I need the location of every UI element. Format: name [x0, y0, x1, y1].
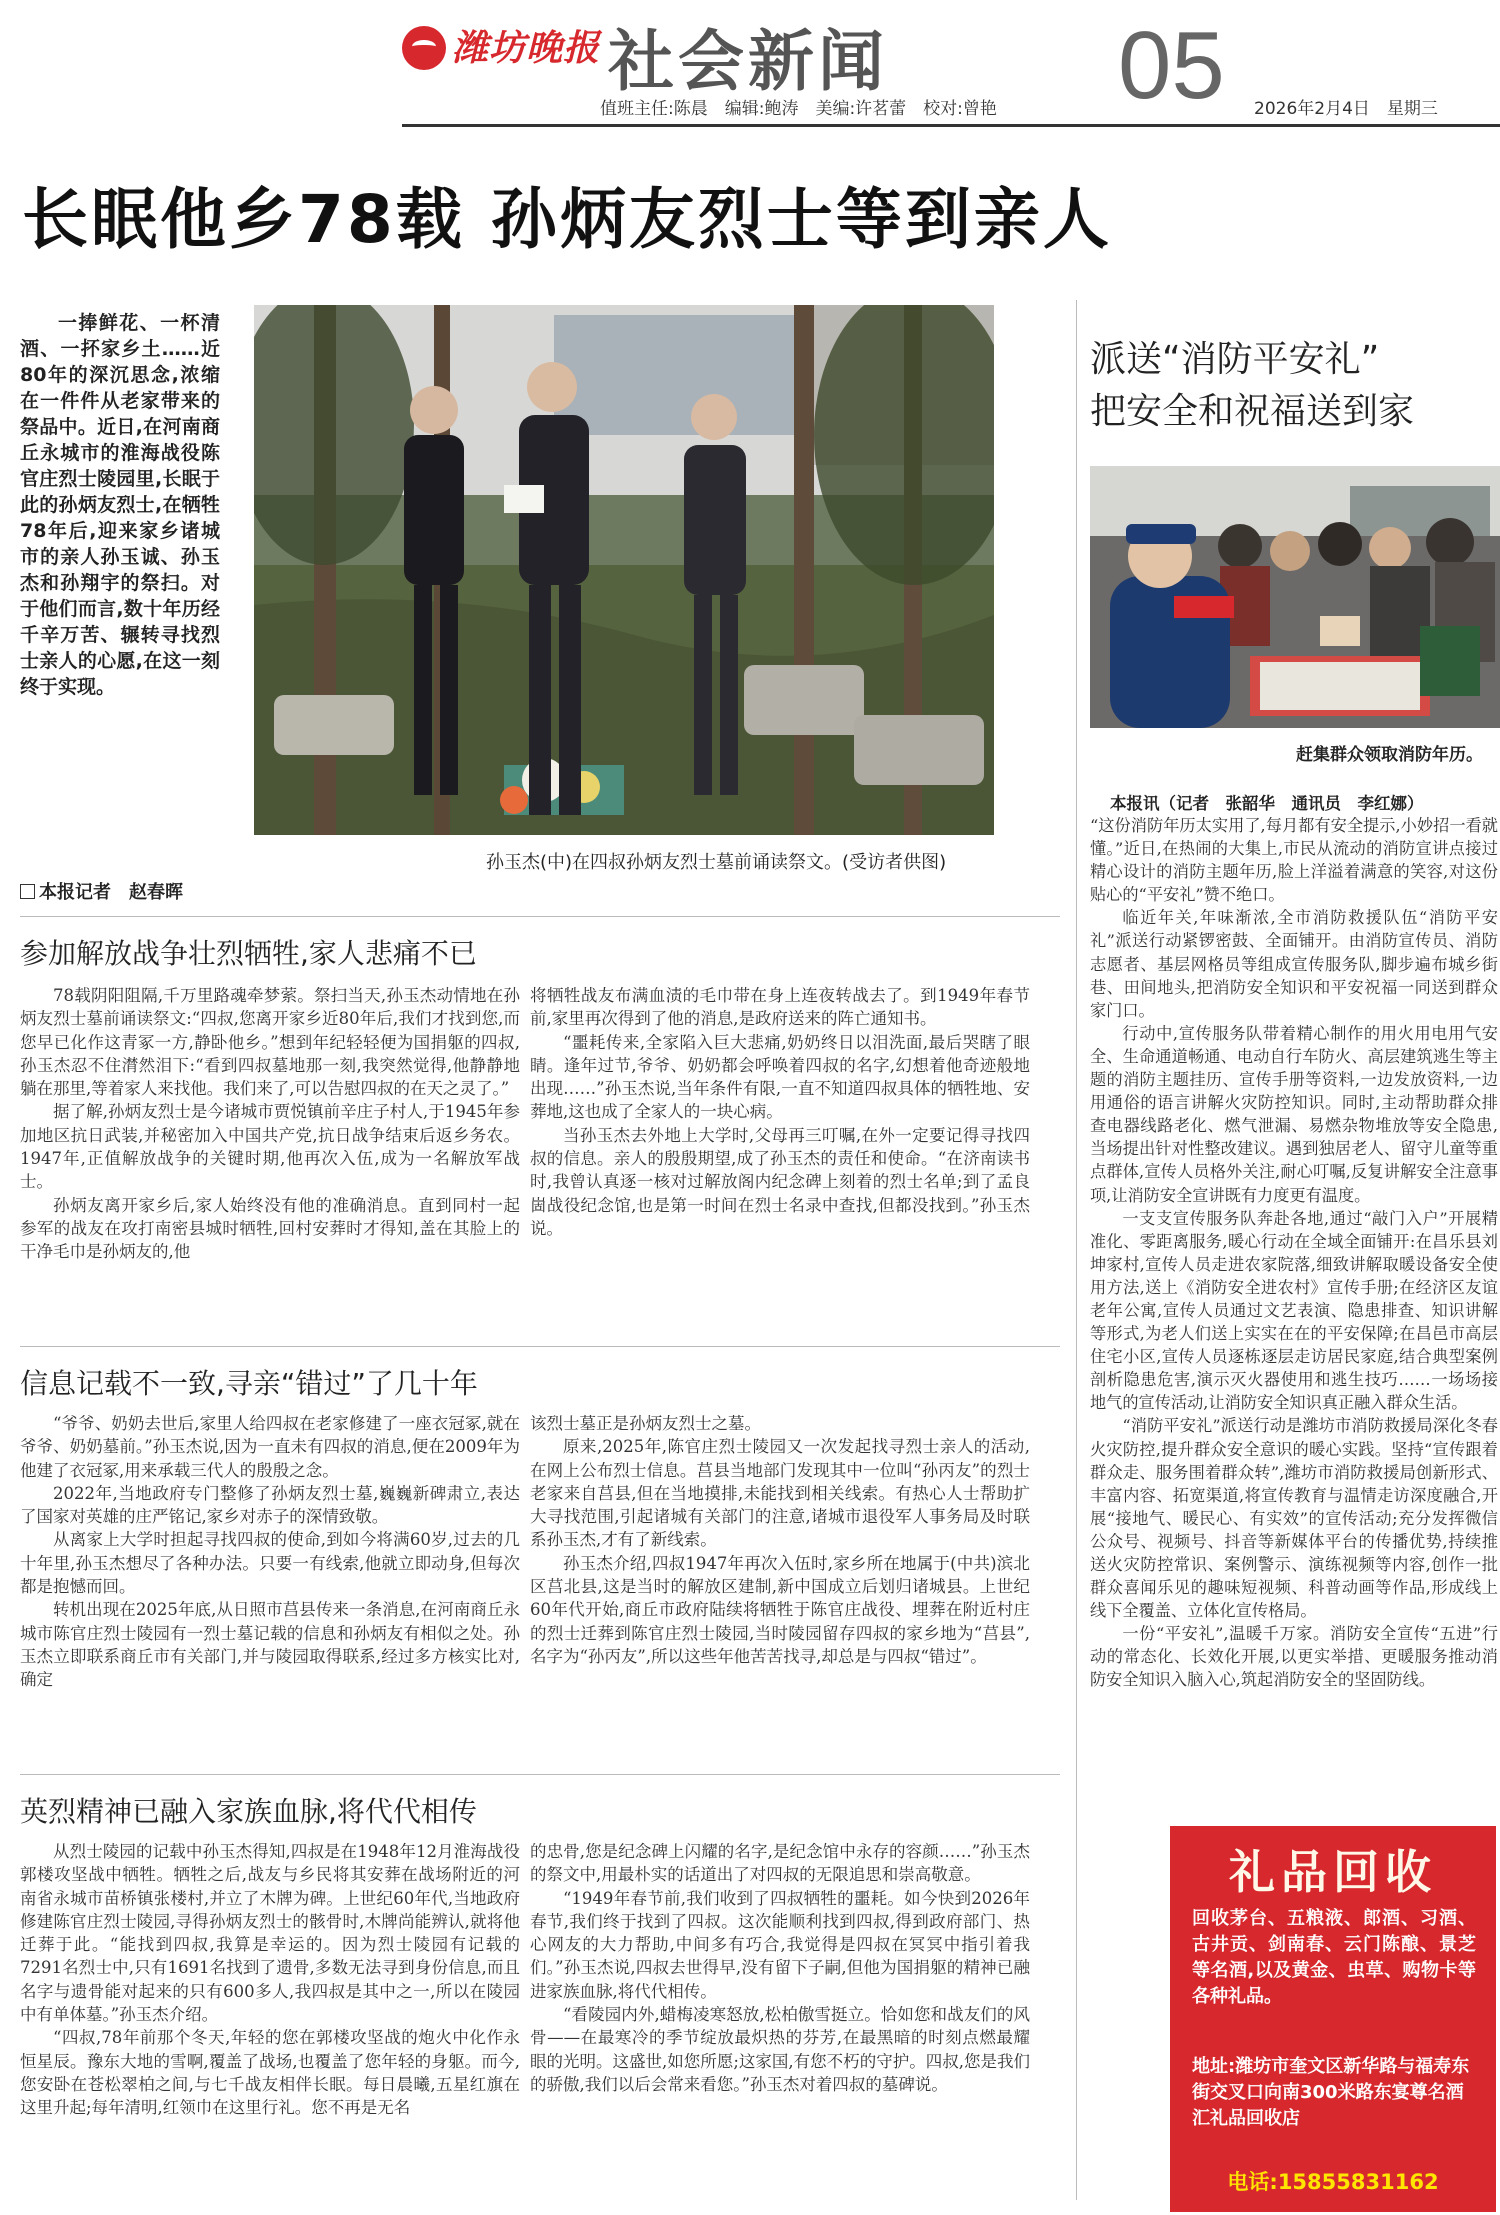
- page-number: 05: [1118, 12, 1225, 119]
- paragraph: 2022年,当地政府专门整修了孙炳友烈士墓,巍巍新碑肃立,表达了国家对英雄的庄严铭记,家乡对赤子的深情致敬。: [20, 1483, 520, 1527]
- lead-text: 一捧鲜花、一杯清酒、一抔家乡土……近80年的深沉思念,浓缩在一件件从老家带来的祭品中。近日,在河南商丘永城市的淮海战役陈官庄烈士陵园里,长眠于此的孙炳友烈士,在牺牲78年后,迎来家乡诸城市的亲人孙玉诚、孙玉杰和孙翔宇的祭扫。对于他们而言,数十年历经千辛万苦、辗转寻找烈士亲人的心愿,在这一刻终于实现。: [20, 312, 220, 698]
- ad-title: 礼品回收: [1229, 1845, 1437, 1899]
- section-1-column-2: [530, 984, 1030, 1240]
- section-3-column-1: [20, 1840, 520, 2120]
- section-1-column-1: [20, 984, 520, 1264]
- fire-safety-photo-illustration: [1090, 466, 1500, 728]
- paragraph: 孙玉杰介绍,四叔1947年再次入伍时,家乡所在地属于(中共)滨北区莒北县,这是当时的解放区建制,新中国成立后划归诸城县。上世纪60年代开始,商丘市政府陆续将牺牲于陈官庄战役、埋葬在附近村庄的烈士迁葬到陈官庄烈士陵园,当时陵园留存四叔的家乡地为“莒县”,名字为“孙丙友”,所以这些年他苦苦找寻,却总是与四叔“错过”。: [530, 1553, 1030, 1666]
- paragraph: 孙炳友离开家乡后,家人始终没有他的准确消息。直到同村一起参军的战友在攻打南密县城时牺牲,回村安葬时才得知,盖在其脸上的干净毛巾是孙炳友的,他: [20, 1195, 520, 1262]
- ad-address: 地址:潍坊市奎文区新华路与福寿东街交叉口向南300米路东宴尊名酒汇礼品回收店: [1192, 2056, 1470, 2129]
- byline-text: 本报记者 赵春晖: [39, 882, 183, 903]
- section-divider: [20, 1346, 1060, 1347]
- paragraph: 从离家上大学时担起寻找四叔的使命,到如今将满60岁,过去的几十年里,孙玉杰想尽了各种办法。只要一有线索,他就立即动身,但每次都是抱憾而回。: [20, 1530, 520, 1597]
- paragraph: 转机出现在2025年底,从日照市莒县传来一条消息,在河南商丘永城市陈官庄烈士陵园有一烈士墓记载的信息和孙炳友有相似之处。孙玉杰立即联系商丘市有关部门,并与陵园取得联系,经过多方核实比对,确定: [20, 1600, 520, 1690]
- section-3-column-2: [530, 1840, 1030, 2096]
- staff-line: 值班主任:陈晨 编辑:鲍涛 美编:许茗蕾 校对:曾艳: [600, 99, 997, 119]
- ad-phone: 电话:15855831162: [1227, 2170, 1439, 2194]
- sidebar-headline-line-2: 把安全和祝福送到家: [1090, 391, 1415, 432]
- paragraph: 的忠骨,您是纪念碑上闪耀的名字,是纪念馆中永存的容颜……”孙玉杰的祭文中,用最朴实的话道出了对四叔的无限追思和崇高敬意。: [530, 1842, 1030, 1885]
- paragraph: “消防平安礼”派送行动是潍坊市消防救援局深化冬春火灾防控,提升群众安全意识的暖心实践。坚持“宣传跟着群众走、服务围着群众转”,潍坊市消防救援局创新形式、丰富内容、拓宽渠道,将宣传教育与温情走访深度融合,开展“接地气、暖民心、有实效”的宣传活动;充分发挥微信公众号、视频号、抖音等新媒体平台的传播优势,持续推送火灾防控常识、案例警示、演练视频等内容,创作一批群众喜闻乐见的趣味短视频、科普动画等作品,形成线上线下全覆盖、立体化宣传格局。: [1090, 1416, 1498, 1621]
- paragraph: 据了解,孙炳友烈士是今诸城市贾悦镇前辛庄子村人,于1945年参加地区抗日武装,并秘密加入中国共产党,抗日战争结束后返乡务农。1947年,正值解放战争的关键时期,他再次入伍,成为一名解放军战士。: [20, 1102, 520, 1192]
- main-photo-caption: 孙玉杰(中)在四叔孙炳友烈士墓前诵读祭文。(受访者供图): [486, 852, 947, 873]
- paragraph: 临近年关,年味渐浓,全市消防救援队伍“消防平安礼”派送行动紧锣密鼓、全面铺开。由消防宣传员、消防志愿者、基层网格员等组成宣传服务队,脚步遍布城乡街巷、田间地头,把消防安全知识和平安祝福一同送到群众家门口。: [1090, 908, 1498, 1020]
- gift-recycling-ad: [1170, 1826, 1496, 2212]
- section-divider: [20, 1774, 1060, 1775]
- sidebar-headline-line-1: 派送“消防平安礼”: [1090, 339, 1380, 380]
- paragraph: 一支支宣传服务队奔赴各地,通过“敲门入户”开展精准化、零距离服务,暖心行动在全域全面铺开:在昌乐县刘坤家村,宣传人员走进农家院落,细致讲解取暖设备安全使用方法,送上《消防安全进农村》宣传手册;在经济区友谊老年公寓,宣传人员通过文艺表演、隐患排查、知识讲解等形式,为老人们送上实实在在的平安保障;在昌邑市高层住宅小区,宣传人员逐栋逐层走访居民家庭,结合典型案例剖析隐患危害,演示灭火器使用和逃生技巧……一场场接地气的宣传活动,让消防安全知识真正融入群众生活。: [1090, 1208, 1498, 1413]
- column-divider: [1076, 300, 1077, 2200]
- paragraph: 从烈士陵园的记载中孙玉杰得知,四叔是在1948年12月淮海战役郭楼攻坚战中牺牲。牺牲之后,战友与乡民将其安葬在战场附近的河南省永城市苗桥镇张楼村,并立了木牌为碑。上世纪60年代,当地政府修建陈官庄烈士陵园,寻得孙炳友烈士的骸骨时,木牌尚能辨认,就将他迁葬于此。“能找到四叔,我算是幸运的。因为烈士陵园有记载的7291名烈士中,只有1691名找到了遗骨,多数无法寻到身份信息,而且名字与遗骨能对起来的只有600多人,我四叔是其中之一,所以在陵园中有单体墓。”孙玉杰介绍。: [20, 1842, 520, 2025]
- date-line: 2026年2月4日 星期三: [1254, 99, 1438, 119]
- paragraph: 当孙玉杰去外地上大学时,父母再三叮嘱,在外一定要记得寻找四叔的信息。亲人的殷殷期望,成了孙玉杰的责任和使命。“在济南读书时,我曾认真逐一核对过解放阁内纪念碑上刻着的烈士名单;到了孟良崮战役纪念馆,也是第一时间在烈士名录中查找,但都没找到。”孙玉杰说。: [530, 1125, 1030, 1238]
- sidebar-photo-caption: 赶集群众领取消防年历。: [1296, 745, 1483, 765]
- sidebar-byline: 本报讯（记者 张韶华 通讯员 李红娜）: [1110, 794, 1424, 813]
- fire-safety-photo: [1090, 466, 1500, 728]
- paragraph: 该烈士墓正是孙炳友烈士之墓。: [530, 1414, 761, 1433]
- section-3-title: 英烈精神已融入家族血脉,将代代相传: [20, 1795, 477, 1828]
- section-2-column-1: [20, 1412, 520, 1692]
- paragraph: “爷爷、奶奶去世后,家里人给四叔在老家修建了一座衣冠冢,就在爷爷、奶奶墓前。”孙玉杰说,因为一直未有四叔的消息,便在2009年为他建了衣冠冢,用来承载三代人的殷殷之念。: [20, 1414, 520, 1480]
- sidebar-headline: [1090, 334, 1490, 438]
- section-name: 社会新闻: [608, 23, 888, 100]
- paragraph: “四叔,78年前那个冬天,年轻的您在郭楼攻坚战的炮火中化作永恒星辰。豫东大地的雪啊,覆盖了战场,也覆盖了您年轻的身躯。而今,您安卧在苍松翠柏之间,与七千战友相伴长眠。每日晨曦,五星红旗在这里升起;每年清明,红领巾在这里行礼。您不再是无名: [20, 2028, 520, 2118]
- paragraph: “1949年春节前,我们收到了四叔牺牲的噩耗。如今快到2026年春节,我们终于找到了四叔。这次能顺利找到四叔,得到政府部门、热心网友的大力帮助,中间多有巧合,我觉得是四叔在冥冥中指引着我们。”孙玉杰说,四叔去世得早,没有留下子嗣,但他为国捐躯的精神已融进家族血脉,将代代相传。: [530, 1888, 1030, 2001]
- lead-paragraph: [20, 310, 220, 700]
- section-divider: [20, 916, 1060, 917]
- cemetery-photo-illustration: [254, 305, 994, 835]
- sidebar-body: [1090, 814, 1498, 1692]
- paper-name: 潍坊晚报: [452, 28, 601, 69]
- main-headline: 长眠他乡78载 孙炳友烈士等到亲人: [22, 181, 1112, 258]
- byline-box-icon: [20, 884, 35, 899]
- cemetery-photo: [254, 305, 994, 835]
- paragraph: 行动中,宣传服务队带着精心制作的用火用电用气安全、生命通道畅通、电动自行车防火、高层建筑逃生等主题的消防主题挂历、宣传手册等资料,一边发放资料,一边用通俗的语言讲解火灾防控知识。同时,主动帮助群众排查电器线路老化、燃气泄漏、易燃杂物堆放等安全隐患,当场提出针对性整改建议。遇到独居老人、留守儿童等重点群体,宣传人员格外关注,耐心叮嘱,反复讲解安全注意事项,让消防安全宣讲既有力度更有温度。: [1090, 1023, 1498, 1205]
- paper-logo-icon: [402, 26, 446, 70]
- paragraph: “这份消防年历太实用了,每月都有安全提示,小妙招一看就懂。”近日,在热闹的大集上,市民从流动的消防宣讲点接过精心设计的消防主题年历,脸上洋溢着满意的笑容,对这份贴心的“平安礼”赞不绝口。: [1090, 816, 1498, 905]
- section-2-title: 信息记载不一致,寻亲“错过”了几十年: [20, 1367, 478, 1400]
- section-2-column-2: [530, 1412, 1030, 1668]
- paragraph: 一份“平安礼”,温暖千万家。消防安全宣传“五进”行动的常态化、长效化开展,以更实举措、更暖服务推动消防安全知识入脑入心,筑起消防安全的坚固防线。: [1090, 1624, 1498, 1690]
- paragraph: 原来,2025年,陈官庄烈士陵园又一次发起找寻烈士亲人的活动,在网上公布烈士信息。莒县当地部门发现其中一位叫“孙丙友”的烈士老家来自莒县,但在当地摸排,未能找到相关线索。有热心人士帮助扩大寻找范围,引起诸城有关部门的注意,诸城市退役军人事务局及时联系孙玉杰,才有了新线索。: [530, 1437, 1030, 1550]
- masthead-rule: [402, 124, 1500, 127]
- ad-body: 回收茅台、五粮液、郎酒、习酒、古井贡、剑南春、云门陈酿、景芝等名酒,以及黄金、虫草、购物卡等各种礼品。: [1192, 1908, 1476, 2007]
- paragraph: “看陵园内外,蜡梅凌寒怒放,松柏傲雪挺立。恰如您和战友们的风骨——在最寒冷的季节绽放最炽热的芬芳,在最黑暗的时刻点燃最耀眼的光明。这盛世,如您所愿;这家国,有您不朽的守护。四叔,您是我们的骄傲,我们以后会常来看您。”孙玉杰对着四叔的墓碑说。: [530, 2005, 1030, 2094]
- main-byline: [20, 878, 183, 904]
- paragraph: 将牺牲战友布满血渍的毛巾带在身上连夜转战去了。到1949年春节前,家里再次得到了他的消息,是政府送来的阵亡通知书。: [530, 986, 1030, 1029]
- paragraph: 78载阴阳阻隔,千万里路魂牵梦萦。祭扫当天,孙玉杰动情地在孙炳友烈士墓前诵读祭文:“四叔,您离开家乡近80年后,我们才找到您,而您早已化作这青冢一方,静卧他乡。”想到年纪轻轻便为国捐躯的四叔,孙玉杰忍不住潸然泪下:“看到四叔墓地那一刻,我突然觉得,他静静地躺在那里,等着家人来找他。我们来了,可以告慰四叔的在天之灵了。”: [20, 986, 520, 1099]
- section-1-title: 参加解放战争壮烈牺牲,家人悲痛不已: [20, 937, 477, 970]
- paragraph: “噩耗传来,全家陷入巨大悲痛,奶奶终日以泪洗面,最后哭瞎了眼睛。逢年过节,爷爷、奶奶都会呼唤着四叔的名字,幻想着他奇迹般地出现……”孙玉杰说,当年条件有限,一直不知道四叔具体的牺牲地、安葬地,这也成了全家人的一块心病。: [530, 1032, 1030, 1122]
